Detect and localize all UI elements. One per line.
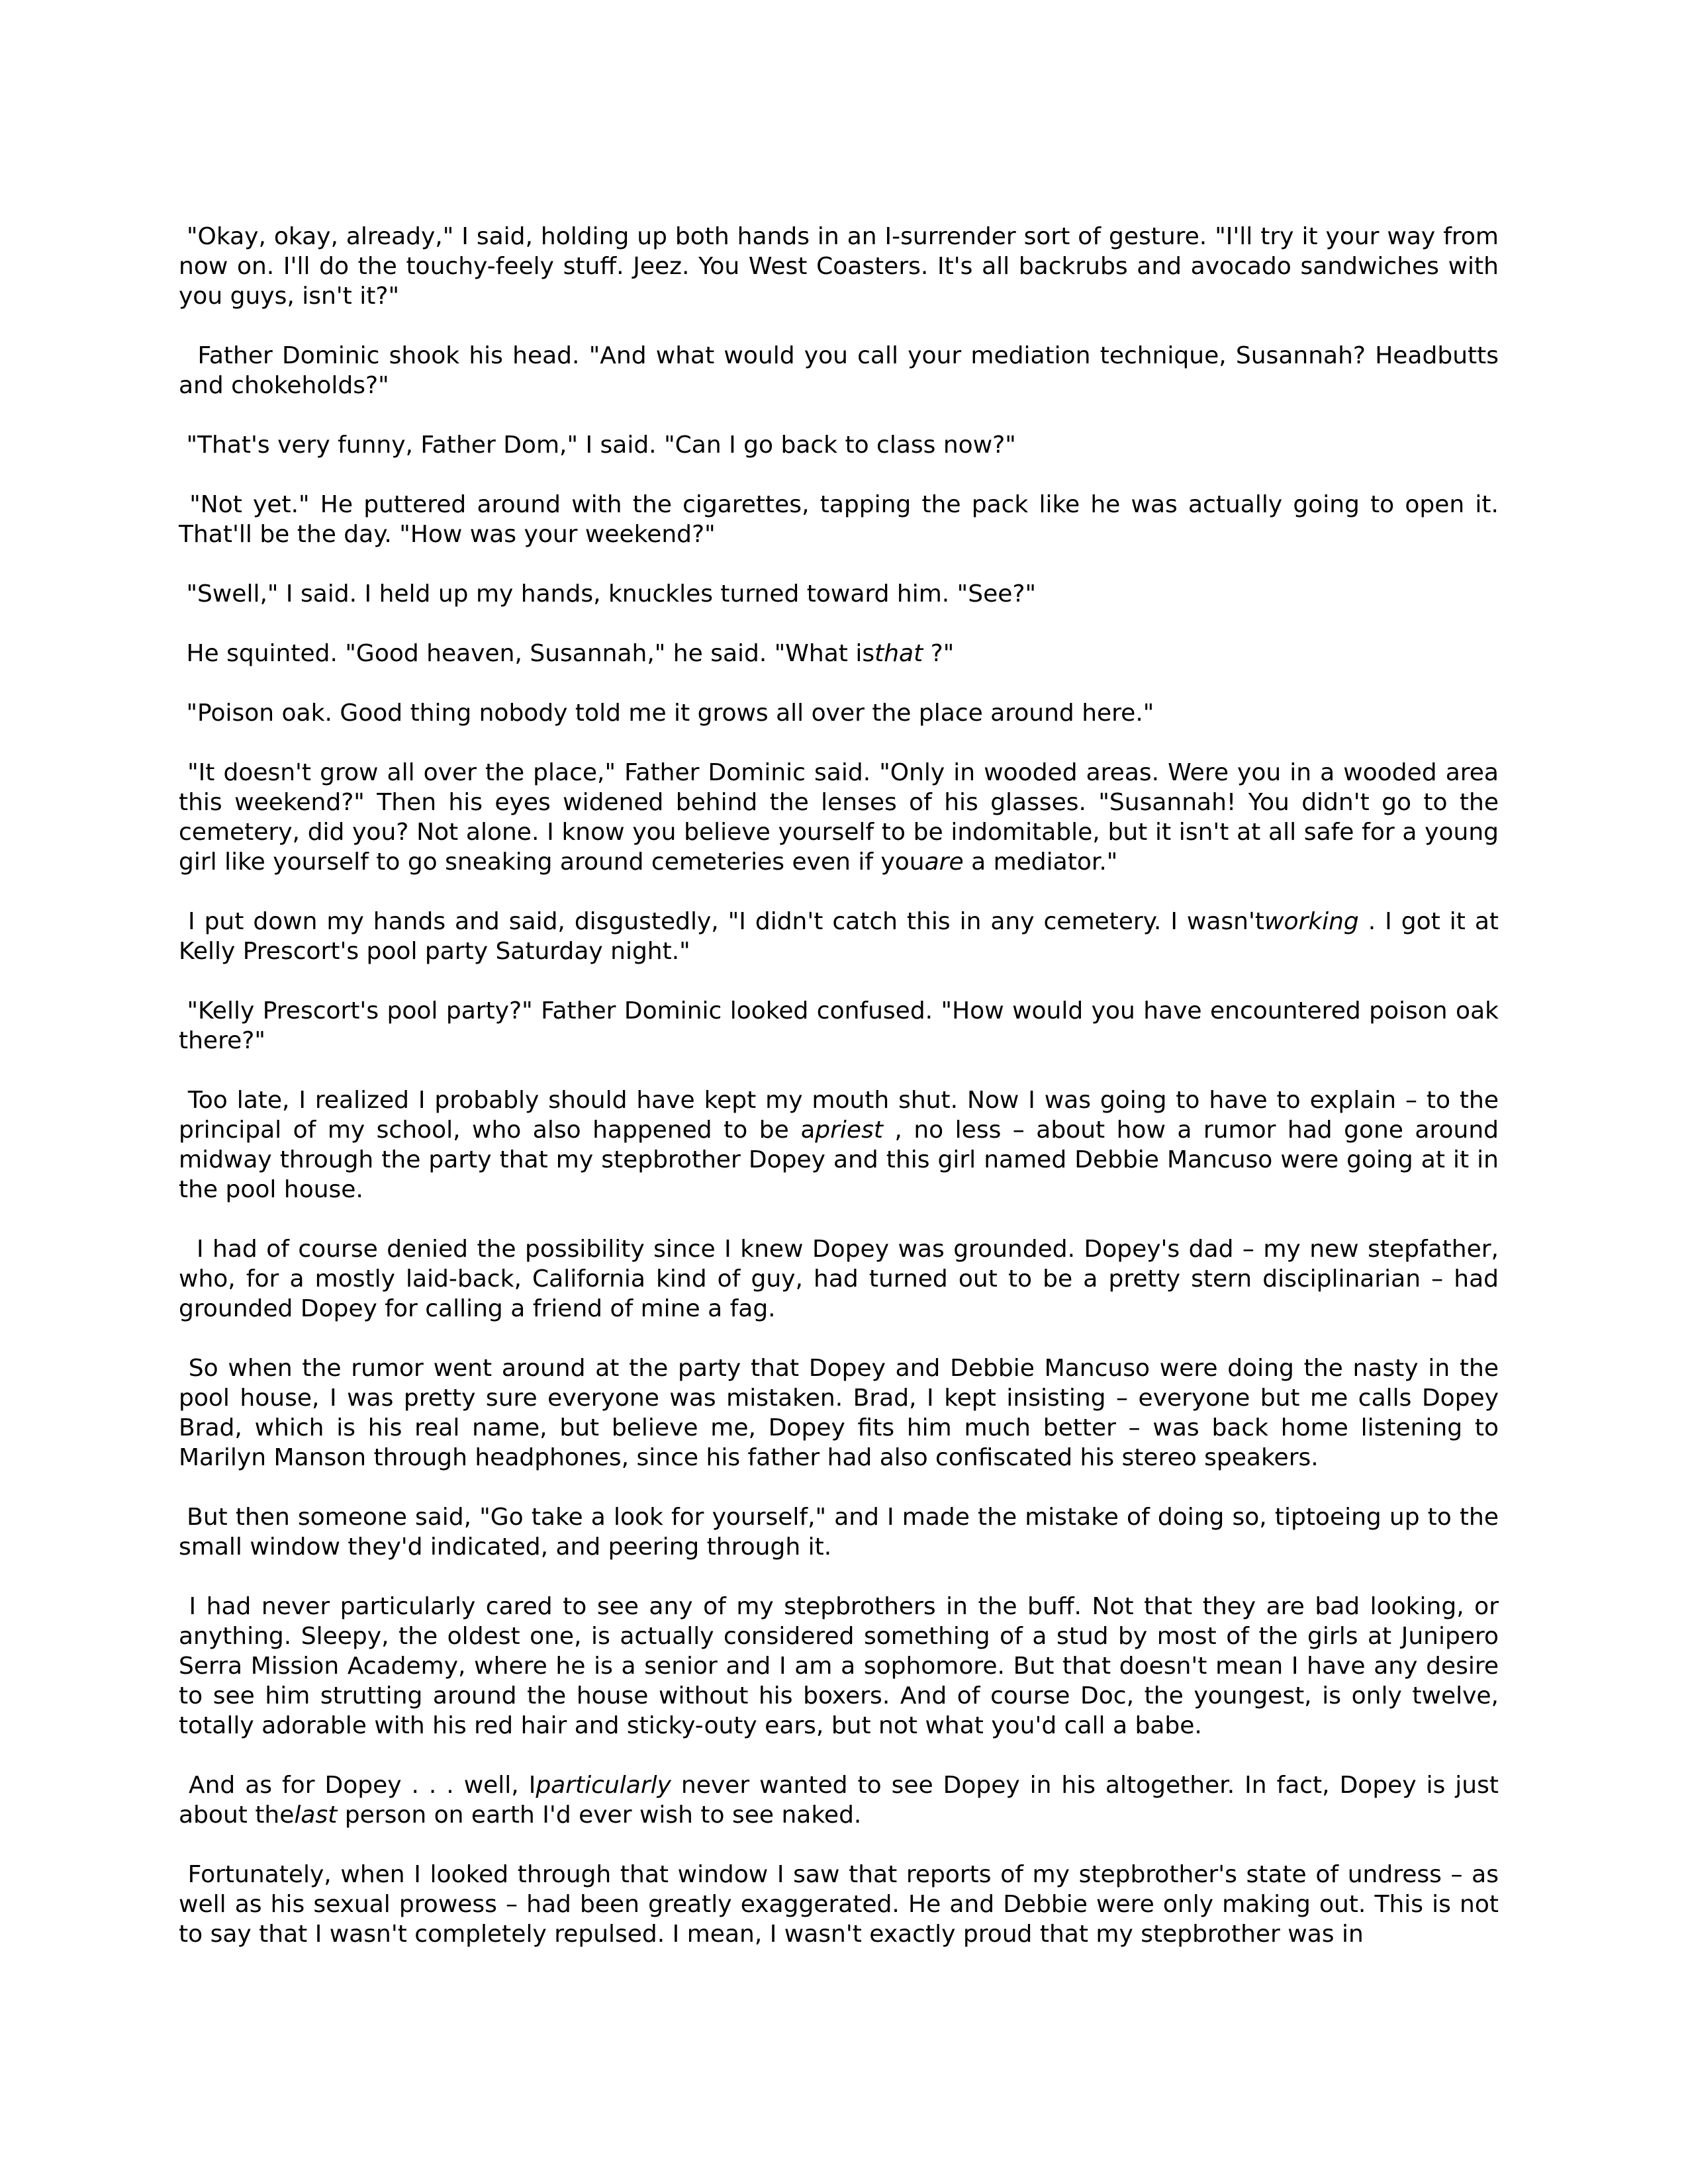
paragraph-text: a mediator.": [963, 848, 1118, 876]
body-paragraph: [179, 1353, 1507, 1473]
paragraph-text: I put down my hands and said, disgustedly, "I didn't catch this in any cemetery. I wasn't: [179, 908, 1264, 935]
paragraph-text: "Poison oak. Good thing nobody told me it grows all over the place around here.": [179, 700, 1154, 727]
body-paragraph: [179, 1860, 1507, 1949]
paragraph-text: Too late, I realized I probably should have kept my mouth shut. Now I was going to have to explain – to the principal of my school, who also happened to be a: [179, 1087, 1507, 1144]
paragraph-text: "Kelly Prescort's pool party?" Father Dominic looked confused. "How would you have encountered poison oak there?": [179, 997, 1507, 1054]
emphasis-text: working: [1264, 908, 1359, 935]
document-page: [179, 222, 1507, 1979]
paragraph-text: But then someone said, "Go take a look for yourself," and I made the mistake of doing so, tiptoeing up to the small window they'd indicated, and peering through it.: [179, 1504, 1507, 1561]
emphasis-text: priest: [815, 1116, 883, 1144]
body-paragraph: [179, 1502, 1507, 1562]
body-paragraph: [179, 222, 1507, 311]
emphasis-text: particularly: [536, 1772, 671, 1799]
paragraph-text: Fortunately, when I looked through that window I saw that reports of my stepbrother's state of undress – as well as his sexual prowess – had been greatly exaggerated. He and Debbie were only making out. This is not to say that I wasn't completely repulsed. I mean, I wasn't exactly proud that my stepbrother was in: [179, 1861, 1507, 1948]
body-paragraph: [179, 1592, 1507, 1741]
body-paragraph: [179, 996, 1507, 1056]
emphasis-text: that: [874, 640, 923, 667]
paragraph-text: I had never particularly cared to see any of my stepbrothers in the buff. Not that they are bad looking, or anything. Sleepy, the oldest one, is actually considered something of a stud by most of the girls at Junipero Serra Mission Academy, where he is a senior and I am a sophomore. But that doesn't mean I have any desire to see him strutting around the house without his boxers. And of course Doc, the youngest, is only twelve, totally adorable with his red hair and sticky-outy ears, but not what you'd call a babe.: [179, 1593, 1507, 1739]
body-paragraph: [179, 430, 1499, 460]
body-paragraph: [179, 490, 1507, 549]
paragraph-text: person on earth I'd ever wish to see naked.: [337, 1801, 862, 1829]
emphasis-text: last: [294, 1801, 338, 1829]
body-paragraph: [179, 639, 1499, 668]
paragraph-text: "Swell," I said. I held up my hands, knuckles turned toward him. "See?": [179, 580, 1037, 608]
paragraph-text: "Not yet." He puttered around with the cigarettes, tapping the pack like he was actually going to open it. That'll be the day. "How was your weekend?": [179, 491, 1507, 548]
body-paragraph: [179, 579, 1499, 609]
body-paragraph: [179, 698, 1499, 728]
paragraph-text: So when the rumor went around at the party that Dopey and Debbie Mancuso were doing the nasty in the pool house, I was pretty sure everyone was mistaken. Brad, I kept insisting – everyone but me calls Dopey Brad, which is his real name, but believe me, Dopey fits him much better – was back home listening to Marilyn Manson through headphones, since his father had also confiscated his stereo speakers.: [179, 1355, 1507, 1471]
paragraph-text: "That's very funny, Father Dom," I said. "Can I go back to class now?": [179, 432, 1016, 459]
body-paragraph: [179, 1770, 1507, 1830]
body-paragraph: [179, 1234, 1507, 1324]
emphasis-text: are: [924, 848, 964, 876]
paragraph-text: And as for Dopey . . . well, I: [179, 1772, 536, 1799]
paragraph-text: Father Dominic shook his head. "And what would you call your mediation technique, Susannah? Headbutts and chokeholds?": [179, 342, 1507, 399]
paragraph-text: ?": [923, 640, 955, 667]
body-paragraph: [179, 907, 1507, 966]
paragraph-text: I had of course denied the possibility since I knew Dopey was grounded. Dopey's dad – my new stepfather, who, for a mostly laid-back, California kind of guy, had turned out to be a pretty stern disciplinarian – had grounded Dopey for calling a friend of mine a fag.: [179, 1236, 1507, 1322]
body-paragraph: [179, 1085, 1507, 1205]
paragraph-text: "It doesn't grow all over the place," Father Dominic said. "Only in wooded areas. Were you in a wooded area this weekend?" Then his eyes widened behind the lenses of his glasses. "Susannah! You didn't go to the cemetery, did you? Not alone. I know you believe yourself to be indomitable, but it isn't at all safe for a young girl like yourself to go sneaking around cemeteries even if you: [179, 759, 1507, 876]
body-paragraph: [179, 758, 1507, 877]
paragraph-text: never wanted to see Dopey in his altogether. In fact, Dopey is just about the: [179, 1772, 1507, 1829]
body-paragraph: [179, 341, 1507, 400]
paragraph-text: , no less – about how a rumor had gone around midway through the party that my stepbrother Dopey and this girl named Debbie Mancuso were going at it in the pool house.: [179, 1116, 1507, 1203]
paragraph-text: "Okay, okay, already," I said, holding up both hands in an I-surrender sort of gesture. "I'll try it your way from now on. I'll do the touchy-feely stuff. Jeez. You West Coasters. It's all backrubs and avocado sandwiches with you guys, isn't it?": [179, 223, 1507, 310]
paragraph-text: . I got it at Kelly Prescort's pool party Saturday night.": [179, 908, 1507, 965]
paragraph-text: He squinted. "Good heaven, Susannah," he said. "What is: [179, 640, 875, 667]
